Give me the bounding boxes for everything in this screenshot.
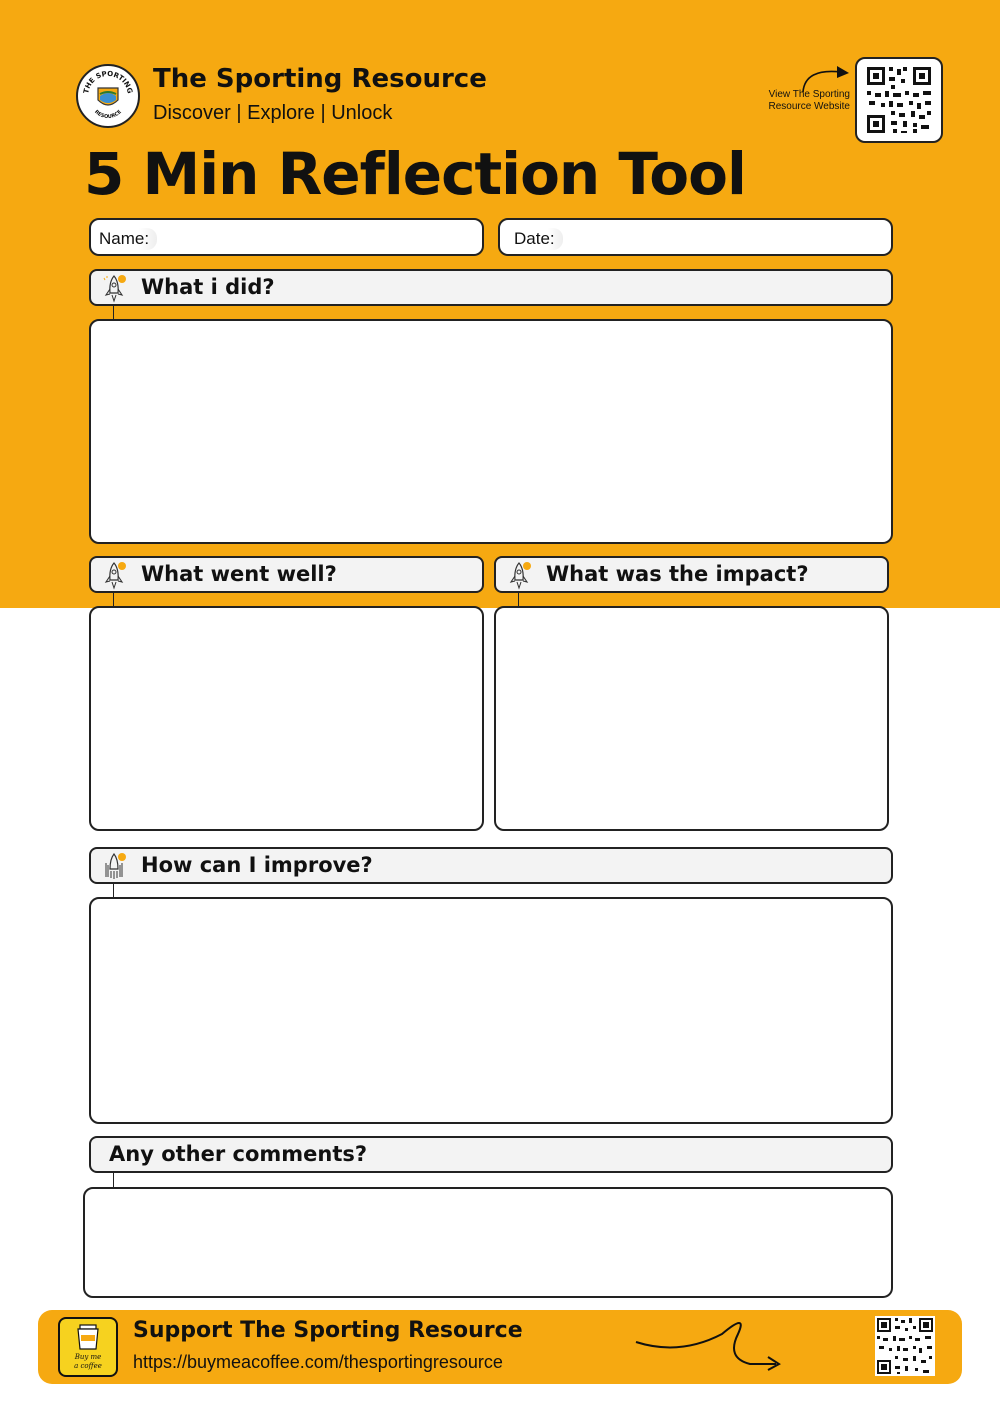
coffee-cup-icon[interactable] [58,1317,118,1377]
name-label: Name: [97,228,157,250]
rocket-icon [99,560,129,590]
impact-textarea[interactable] [494,606,889,831]
svg-text:a coffee: a coffee [74,1362,102,1370]
improve-header [89,847,893,884]
support-title: Support The Sporting Resource [133,1318,523,1343]
date-label: Date: [512,228,563,250]
qr-caption: View The Sporting Resource Website [768,89,850,112]
logo-text-top: THE SPORTING [82,69,134,95]
impact-label: What was the impact? [546,562,809,586]
what-i-did-header [89,269,893,306]
what-i-did-label: What i did? [141,275,275,299]
page-title: 5 Min Reflection Tool [84,140,746,208]
svg-text:Buy me: Buy me [74,1353,102,1361]
connector-line [113,1173,114,1188]
brand-logo [76,64,140,128]
brand-tagline: Discover | Explore | Unlock [153,102,393,124]
connector-line [518,593,519,607]
logo-text-bottom: RESOURCE [93,109,123,121]
name-field[interactable] [89,218,484,256]
rocket-launch-icon [99,851,129,881]
curved-arrow-icon [630,1312,790,1372]
support-qr-code[interactable] [875,1316,935,1376]
impact-header [494,556,889,593]
rocket-icon [99,273,129,303]
improve-textarea[interactable] [89,897,893,1124]
went-well-header [89,556,484,593]
date-field[interactable] [498,218,893,256]
connector-line [113,593,114,607]
website-qr-code[interactable] [855,57,943,143]
went-well-textarea[interactable] [89,606,484,831]
qr-code-icon [875,1316,935,1376]
connector-line [113,306,114,320]
went-well-label: What went well? [141,562,337,586]
what-i-did-textarea[interactable] [89,319,893,544]
qr-code-icon [857,59,941,141]
svg-text:RESOURCE [93,109,123,120]
improve-label: How can I improve? [141,853,373,877]
comments-textarea[interactable] [83,1187,893,1298]
support-link[interactable]: https://buymeacoffee.com/thesportingresource [133,1352,503,1372]
comments-label: Any other comments? [109,1142,368,1166]
connector-line [113,884,114,898]
rocket-icon [504,560,534,590]
brand-name: The Sporting Resource [153,64,487,94]
comments-header [89,1136,893,1173]
